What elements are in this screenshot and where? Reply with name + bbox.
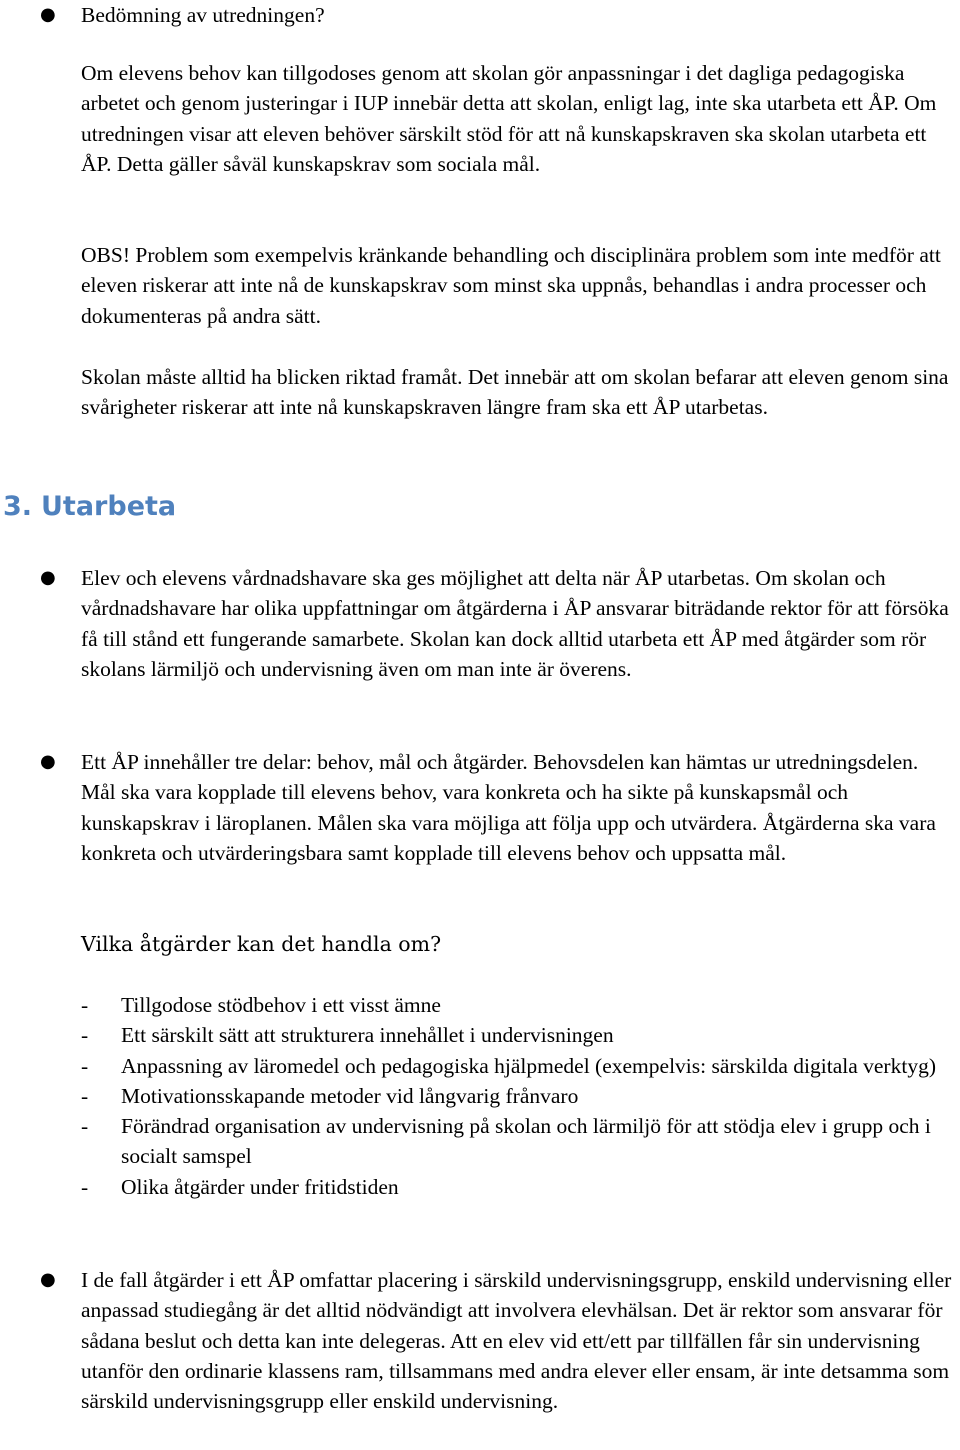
section-number: 3. [3,491,33,522]
dash-marker: - [81,1114,89,1139]
bullet-icon: ● [40,751,56,772]
list-item: - Tillgodose stödbehov i ett visst ämne [81,990,956,1020]
bullet-participation: Elev och elevens vårdnadshavare ska ges möjlighet att delta när ÅP utarbetas. Om skolan och vårdnadshavare har olika uppfattningar om åtgärderna i ÅP ansvarar biträdande rektor för att försöka få till stånd ett fungerande samarbete. Skolan kan dock alltid utarbeta ett ÅP med åtgärder som rör skolans lärmiljö och undervisning även om man inte är överens. [81,566,949,681]
bullet-icon: ● [40,1269,56,1290]
section-title: Utarbeta [41,491,177,522]
list-item: - Motivationsskapande metoder vid långvarig frånvaro [81,1081,956,1111]
dash-marker: - [81,1053,89,1078]
bullet-ap-parts: Ett ÅP innehåller tre delar: behov, mål och åtgärder. Behovsdelen kan hämtas ur utredningsdelen. Mål ska vara kopplade till elevens behov, vara konkreta och ha sikte på kunskapsmål och kunskapskrav i läroplanen. Målen ska vara möjliga att följa upp och utvärdera. Åtgärderna ska vara konkreta och utvärderingsbara samt kopplade till elevens behov och uppsatta mål. [81,750,936,865]
measures-list [81,990,956,1202]
measures-question: Vilka åtgärder kan det handla om? [81,932,442,956]
list-item: - Ett särskilt sätt att strukturera innehållet i undervisningen [81,1020,956,1050]
dash-marker: - [81,1023,89,1048]
bullet-special-group: I de fall åtgärder i ett ÅP omfattar placering i särskild undervisningsgrupp, enskild undervisning eller anpassad studiegång är det alltid nödvändigt att involvera elevhälsan. Det är rektor som ansvarar för sådana beslut och detta kan inte delegeras. Att en elev vid ett/ett par tillfällen får sin undervisning utanför den ordinarie klassens ram, tillsammans med andra elever eller ensam, är inte detsamma som särskild undervisningsgrupp eller enskild undervisning. [81,1268,952,1414]
bullet-assessment [81,0,956,30]
bullet-icon: ● [40,567,56,588]
dash-marker: - [81,1174,89,1199]
dash-marker: - [81,993,89,1017]
paragraph-obs: OBS! Problem som exempelvis kränkande behandling och disciplinära problem som inte medför att eleven riskerar att inte nå de kunskapskrav som minst ska uppnås, behandlas i andra processer och dokumenteras på andra sätt. [81,243,941,328]
list-item: - Olika åtgärder under fritidstiden [81,1172,956,1202]
list-item: - Förändrad organisation av undervisning på skolan och lärmiljö för att stödja elev i grupp och i socialt samspel [81,1111,956,1172]
list-item: - Anpassning av läromedel och pedagogiska hjälpmedel (exempelvis: särskilda digitala verktyg) [81,1051,956,1081]
section-heading [3,489,176,525]
bullet-title: Bedömning av utredningen? [81,3,325,27]
paragraph-assessment-ap: Om elevens behov kan tillgodoses genom att skolan gör anpassningar i det dagliga pedagogiska arbetet och genom justeringar i IUP innebär detta att skolan, enligt lag, inte ska utarbeta ett ÅP. Om utredningen visar att eleven behöver särskilt stöd för att nå kunskapskraven ska skolan utarbeta ett ÅP. Detta gäller såväl kunskapskrav som sociala mål. [81,61,937,176]
bullet-icon: ● [40,4,56,25]
dash-marker: - [81,1083,89,1108]
paragraph-forward: Skolan måste alltid ha blicken riktad framåt. Det innebär att om skolan befarar att eleven genom sina svårigheter riskerar att inte nå kunskapskraven längre fram ska ett ÅP utarbetas. [81,365,949,420]
